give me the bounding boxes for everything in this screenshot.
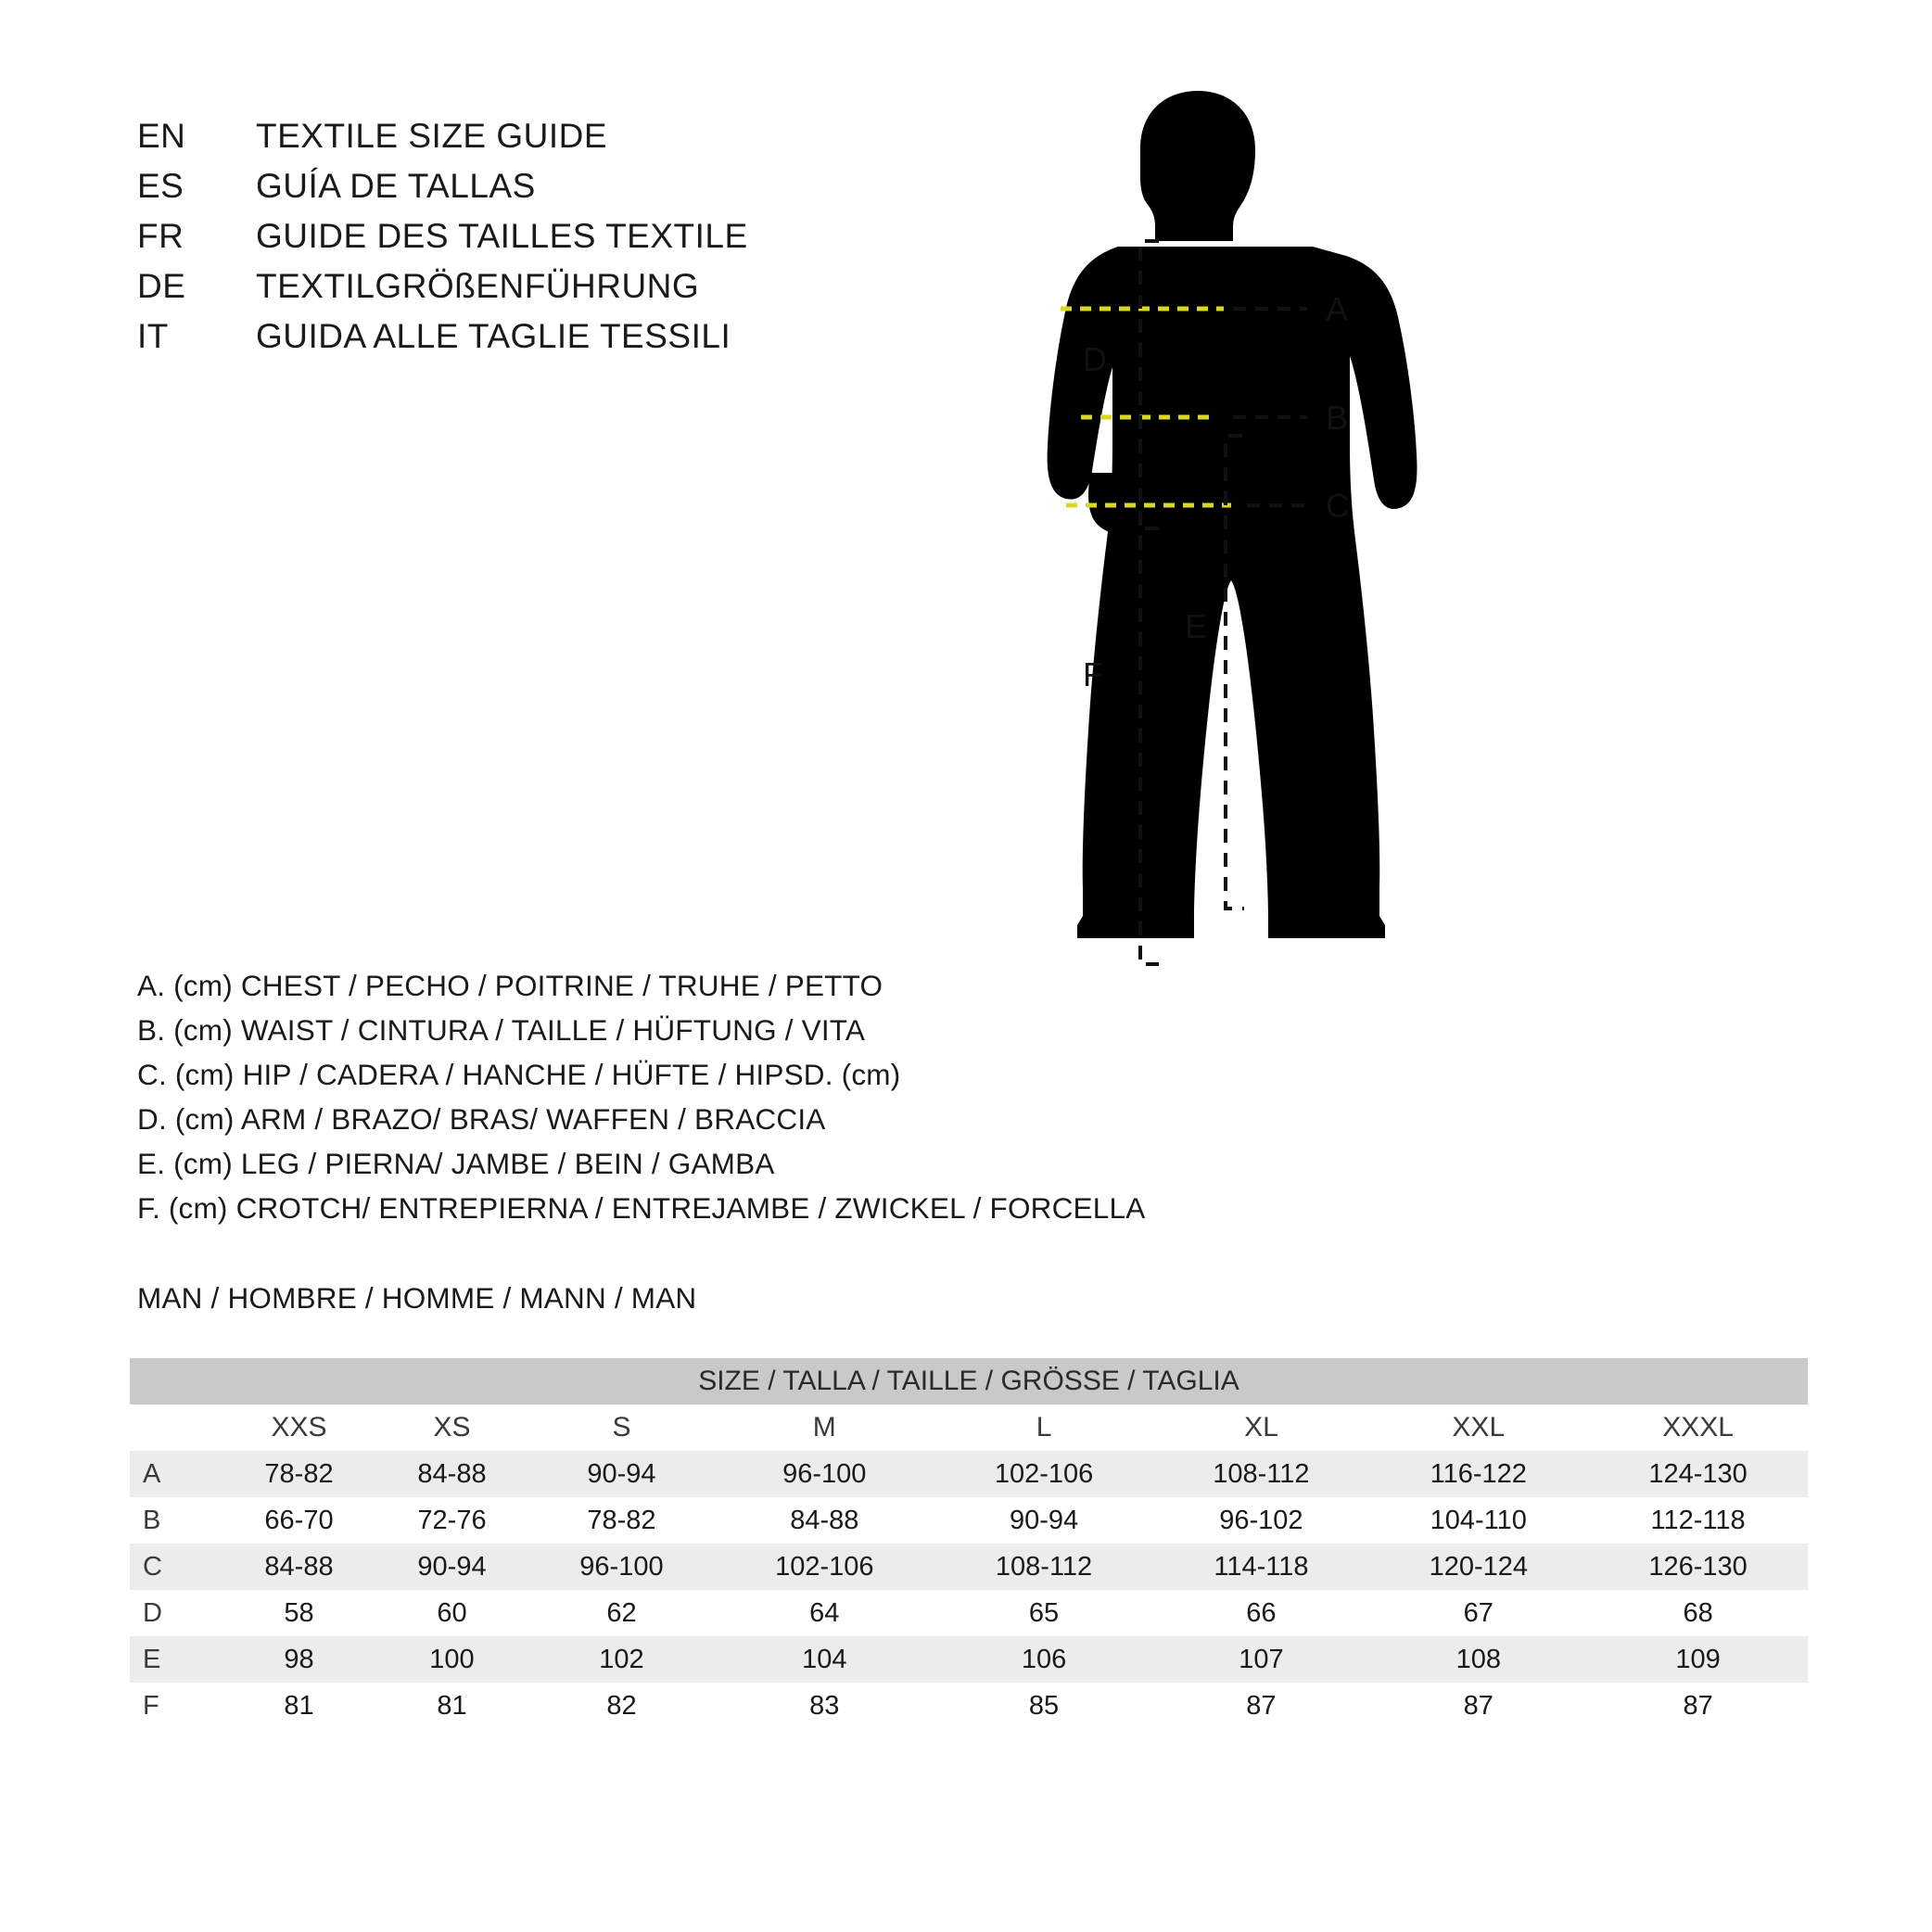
table-col-header: S xyxy=(528,1405,715,1451)
gender-label: MAN / HOMBRE / HOMME / MANN / MAN xyxy=(137,1281,697,1315)
language-title-block xyxy=(137,117,972,367)
table-col-header: XL xyxy=(1153,1405,1368,1451)
table-row-label: F xyxy=(130,1683,222,1729)
legend-item-c: C. (cm) HIP / CADERA / HANCHE / HÜFTE / HIPSD. (cm) xyxy=(137,1058,901,1091)
table-header-band xyxy=(130,1358,1808,1405)
table-col-header: M xyxy=(715,1405,934,1451)
table-row-label: C xyxy=(130,1544,222,1590)
legend-item-d: D. (cm) ARM / BRAZO/ BRAS/ WAFFEN / BRACCIA xyxy=(137,1102,826,1136)
table-row xyxy=(130,1636,1808,1683)
table-cell: 60 xyxy=(375,1590,528,1636)
table-cell: 102-106 xyxy=(934,1451,1154,1497)
table-cell: 72-76 xyxy=(375,1497,528,1544)
table-cell: 87 xyxy=(1588,1683,1808,1729)
table-cell: 81 xyxy=(222,1683,375,1729)
dimension-brackets xyxy=(983,167,1465,1094)
table-cell: 102-106 xyxy=(715,1544,934,1590)
table-row-label: B xyxy=(130,1497,222,1544)
language-title: TEXTILE SIZE GUIDE xyxy=(256,117,608,155)
table-cell: 90-94 xyxy=(934,1497,1154,1544)
table-cell: 82 xyxy=(528,1683,715,1729)
table-cell: 108-112 xyxy=(1153,1451,1368,1497)
table-row xyxy=(130,1544,1808,1590)
table-cell: 104-110 xyxy=(1368,1497,1588,1544)
language-row xyxy=(137,117,972,167)
table-cell: 120-124 xyxy=(1368,1544,1588,1590)
table-cell: 84-88 xyxy=(222,1544,375,1590)
table-cell: 67 xyxy=(1368,1590,1588,1636)
table-row-label: E xyxy=(130,1636,222,1683)
language-title: GUÍA DE TALLAS xyxy=(256,167,536,205)
table-row-label: D xyxy=(130,1590,222,1636)
legend-item-b: B. (cm) WAIST / CINTURA / TAILLE / HÜFTUNG / VITA xyxy=(137,1013,866,1047)
table-cell: 116-122 xyxy=(1368,1451,1588,1497)
table-cell: 108 xyxy=(1368,1636,1588,1683)
table-col-header: XXS xyxy=(222,1405,375,1451)
table-cell: 68 xyxy=(1588,1590,1808,1636)
legend-item-a: A. (cm) CHEST / PECHO / POITRINE / TRUHE / PETTO xyxy=(137,969,883,1002)
table-cell: 104 xyxy=(715,1636,934,1683)
table-col-header: XXL xyxy=(1368,1405,1588,1451)
table-header-label: SIZE / TALLA / TAILLE / GRÖSSE / TAGLIA xyxy=(130,1358,1808,1405)
callout-label-c: C xyxy=(1326,487,1350,525)
dimension-label-d: D xyxy=(1083,340,1107,378)
language-code: FR xyxy=(137,217,184,255)
table-cell: 90-94 xyxy=(375,1544,528,1590)
table-cell: 124-130 xyxy=(1588,1451,1808,1497)
language-row xyxy=(137,317,972,367)
table-cell: 83 xyxy=(715,1683,934,1729)
table-cell: 84-88 xyxy=(715,1497,934,1544)
table-corner-cell xyxy=(130,1405,222,1451)
callout-label-b: B xyxy=(1326,399,1349,437)
table-cell: 96-100 xyxy=(715,1451,934,1497)
table-cell: 84-88 xyxy=(375,1451,528,1497)
language-row xyxy=(137,267,972,317)
table-cell: 66 xyxy=(1153,1590,1368,1636)
language-title: TEXTILGRÖßENFÜHRUNG xyxy=(256,267,700,305)
bracket-e-path xyxy=(1226,436,1244,909)
table-cell: 90-94 xyxy=(528,1451,715,1497)
language-code: ES xyxy=(137,167,184,205)
table-row xyxy=(130,1590,1808,1636)
table-cell: 109 xyxy=(1588,1636,1808,1683)
table-cell: 102 xyxy=(528,1636,715,1683)
table-cell: 64 xyxy=(715,1590,934,1636)
dimension-label-e: E xyxy=(1185,607,1208,645)
dimension-label-f: F xyxy=(1083,655,1103,693)
table-cell: 107 xyxy=(1153,1636,1368,1683)
table-cell: 66-70 xyxy=(222,1497,375,1544)
table-col-header: XS xyxy=(375,1405,528,1451)
table-cell: 106 xyxy=(934,1636,1154,1683)
language-row xyxy=(137,167,972,217)
table-cell: 81 xyxy=(375,1683,528,1729)
table-cell: 108-112 xyxy=(934,1544,1154,1590)
table-cell: 114-118 xyxy=(1153,1544,1368,1590)
size-table xyxy=(130,1358,1808,1729)
table-row xyxy=(130,1683,1808,1729)
table-cell: 65 xyxy=(934,1590,1154,1636)
bracket-f-path xyxy=(1140,241,1159,964)
table-cell: 126-130 xyxy=(1588,1544,1808,1590)
language-row xyxy=(137,217,972,267)
table-cell: 100 xyxy=(375,1636,528,1683)
table-cell: 112-118 xyxy=(1588,1497,1808,1544)
callout-label-a: A xyxy=(1326,290,1349,328)
table-size-header-row xyxy=(130,1405,1808,1451)
table-col-header: L xyxy=(934,1405,1154,1451)
table-cell: 87 xyxy=(1153,1683,1368,1729)
table-cell: 78-82 xyxy=(222,1451,375,1497)
legend-item-e: E. (cm) LEG / PIERNA/ JAMBE / BEIN / GAMBA xyxy=(137,1147,775,1180)
table-row xyxy=(130,1497,1808,1544)
table-row xyxy=(130,1451,1808,1497)
language-code: DE xyxy=(137,267,186,305)
legend-item-f: F. (cm) CROTCH/ ENTREPIERNA / ENTREJAMBE / ZWICKEL / FORCELLA xyxy=(137,1191,1146,1225)
language-code: IT xyxy=(137,317,169,355)
table-col-header: XXXL xyxy=(1588,1405,1808,1451)
table-cell: 96-100 xyxy=(528,1544,715,1590)
table-row-label: A xyxy=(130,1451,222,1497)
table-cell: 85 xyxy=(934,1683,1154,1729)
table-cell: 98 xyxy=(222,1636,375,1683)
table-cell: 78-82 xyxy=(528,1497,715,1544)
table-cell: 87 xyxy=(1368,1683,1588,1729)
table-cell: 58 xyxy=(222,1590,375,1636)
language-title: GUIDA ALLE TAGLIE TESSILI xyxy=(256,317,731,355)
language-title: GUIDE DES TAILLES TEXTILE xyxy=(256,217,748,255)
table-cell: 96-102 xyxy=(1153,1497,1368,1544)
language-code: EN xyxy=(137,117,186,155)
table-cell: 62 xyxy=(528,1590,715,1636)
